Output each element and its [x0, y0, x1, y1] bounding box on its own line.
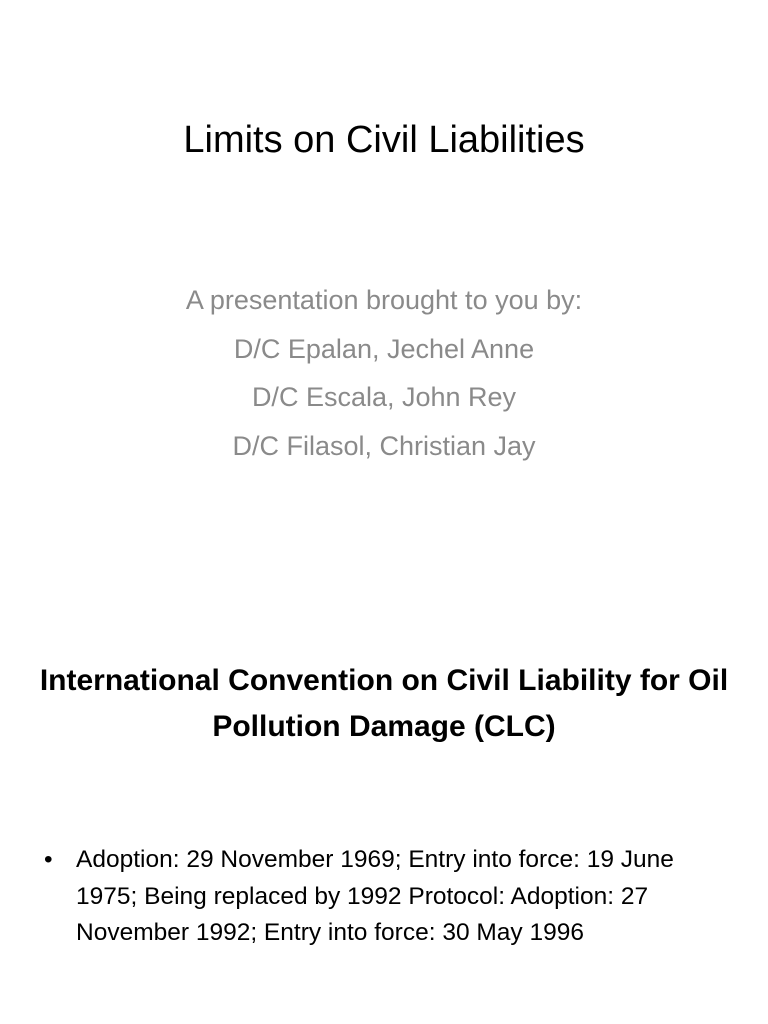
- bullet-item: [44, 842, 704, 952]
- bullet-dot-icon: •: [44, 846, 53, 873]
- presenters-intro: A presentation brought to you by:: [185, 285, 583, 315]
- slide-heading: International Convention on Civil Liability for Oil Pollution Damage (CLC): [39, 664, 729, 743]
- bullet-text: Adoption: 29 November 1969; Entry into force: 19 June 1975; Being replaced by 1992 Protocol: Adoption: 27 November 1992; Entry into force: 30 May 1996: [76, 846, 674, 946]
- presenters-block: [0, 276, 768, 470]
- slide-clc: [0, 576, 768, 1024]
- bullet-list: [44, 842, 704, 952]
- presenter-name: D/C Filasol, Christian Jay: [232, 430, 536, 461]
- slide-title-heading: Limits on Civil Liabilities: [183, 119, 585, 161]
- presenter-name: D/C Escala, John Rey: [251, 382, 517, 412]
- presenter-name: D/C Epalan, Jechel Anne: [233, 333, 535, 364]
